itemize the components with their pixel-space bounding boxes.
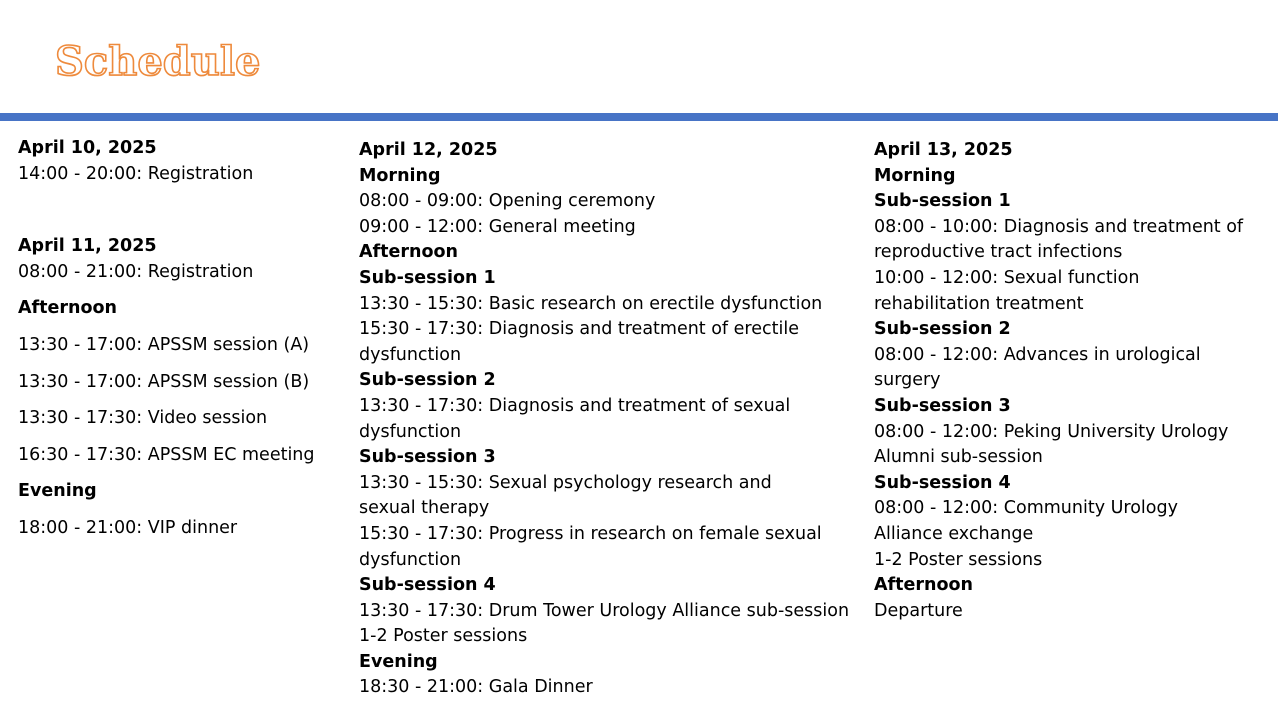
section-heading: Afternoon	[18, 298, 117, 319]
schedule-item: 08:00 - 21:00: Registration	[18, 261, 254, 282]
section-heading: Afternoon	[874, 575, 973, 596]
spacer	[18, 187, 338, 234]
schedule-item: 1-2 Poster sessions	[874, 549, 1043, 570]
day-date: April 11, 2025	[18, 236, 157, 257]
day-date: April 12, 2025	[359, 140, 498, 160]
page-title: Schedule	[55, 38, 261, 85]
schedule-item: 13:30 - 17:30: Drum Tower Urology Alliance sub-session	[359, 600, 850, 621]
section-heading: Afternoon	[359, 242, 458, 263]
schedule-item: 13:30 - 17:30: Video session	[18, 408, 268, 429]
day-date: April 10, 2025	[18, 138, 157, 158]
schedule-item: 16:30 - 17:30: APSSM EC meeting	[18, 444, 315, 465]
subsession-heading: Sub-session 2	[874, 319, 1011, 340]
schedule-item: 13:30 - 15:30: Sexual psychology research and sexual therapy	[359, 472, 772, 519]
schedule-item: 1-2 Poster sessions	[359, 626, 528, 647]
schedule-item: Departure	[874, 600, 963, 621]
schedule-column-2	[359, 138, 859, 701]
schedule-item: 08:00 - 12:00: Peking University Urology Alumni sub-session	[874, 421, 1229, 468]
schedule-item: 08:00 - 12:00: Community Urology Alliance exchange	[874, 498, 1178, 544]
schedule-item: 13:30 - 17:30: Diagnosis and treatment of sexual dysfunction	[359, 395, 791, 442]
section-heading: Evening	[18, 481, 97, 502]
subsession-heading: Sub-session 1	[874, 191, 1011, 212]
subsession-heading: Sub-session 4	[874, 472, 1011, 493]
subsession-heading: Sub-session 1	[359, 267, 496, 288]
schedule-column-1	[18, 136, 338, 542]
day-date: April 13, 2025	[874, 140, 1013, 160]
subsession-heading: Sub-session 4	[359, 575, 496, 596]
schedule-item: 18:00 - 21:00: VIP dinner	[18, 517, 238, 538]
schedule-item: 08:00 - 12:00: Advances in urological surgery	[874, 344, 1201, 391]
section-heading: Morning	[874, 165, 956, 186]
schedule-item: 13:30 - 15:30: Basic research on erectile dysfunction	[359, 293, 823, 314]
schedule-item: 14:00 - 20:00: Registration	[18, 163, 254, 184]
schedule-item: 13:30 - 17:00: APSSM session (B)	[18, 371, 310, 392]
schedule-item: 15:30 - 17:30: Diagnosis and treatment of erectile dysfunction	[359, 319, 799, 365]
schedule-item: 10:00 - 12:00: Sexual function rehabilitation treatment	[874, 267, 1140, 314]
subsession-heading: Sub-session 3	[359, 447, 496, 468]
schedule-item: 13:30 - 17:00: APSSM session (A)	[18, 334, 310, 355]
section-heading: Evening	[359, 651, 438, 672]
section-heading: Morning	[359, 165, 441, 186]
schedule-item: 09:00 - 12:00: General meeting	[359, 216, 636, 237]
schedule-item: 08:00 - 10:00: Diagnosis and treatment of reproductive tract infections	[874, 216, 1244, 263]
schedule-item: 08:00 - 09:00: Opening ceremony	[359, 191, 656, 212]
header-divider	[0, 113, 1278, 121]
schedule-item: 15:30 - 17:30: Progress in research on female sexual dysfunction	[359, 523, 822, 570]
subsession-heading: Sub-session 2	[359, 370, 496, 391]
schedule-item: 18:30 - 21:00: Gala Dinner	[359, 677, 593, 698]
subsession-heading: Sub-session 3	[874, 395, 1011, 416]
schedule-column-3	[874, 138, 1264, 624]
